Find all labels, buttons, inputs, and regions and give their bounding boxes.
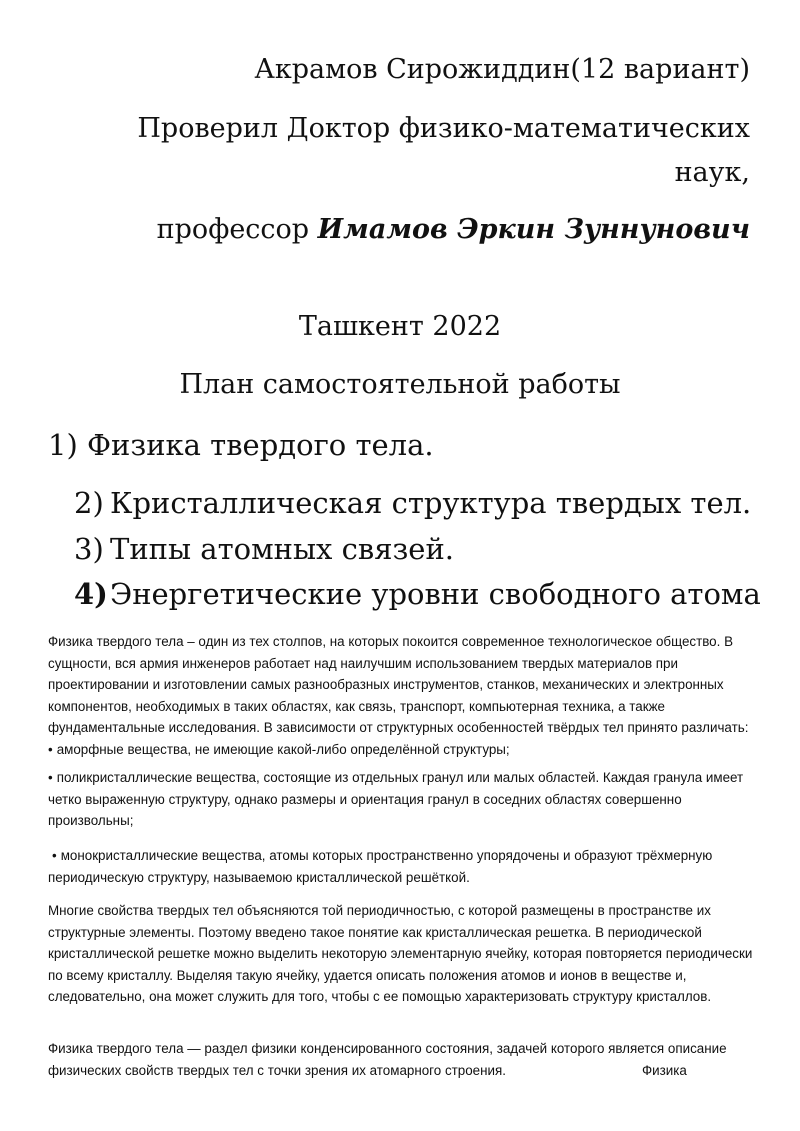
paragraph-definition-text: физических свойств твердых тел с точки зрения их атомарного строения.: [48, 1062, 506, 1078]
author-line: Акрамов Сирожиддин(12 вариант): [254, 54, 750, 85]
plan-item-number: 4): [74, 577, 108, 611]
paragraph-block: [48, 1038, 758, 1081]
plan-title: План самостоятельной работы: [179, 369, 621, 400]
bullet-item: [48, 739, 758, 761]
professor-prefix: профессор: [156, 214, 318, 245]
checked-by-line-continued: наук,: [674, 157, 750, 188]
bullet-text: монокристаллические вещества, атомы которых пространственно упорядочены и образуют трёхмерную периодическую структуру, называемою кристаллической решёткой.: [48, 848, 713, 885]
bullet-dot-icon: •: [48, 770, 53, 785]
bullet-item: [48, 767, 758, 832]
plan-item-number: 3): [74, 532, 104, 566]
bullet-block: [48, 767, 758, 832]
checked-by-line: Проверил Доктор физико-математических: [137, 113, 750, 144]
bullet-dot-icon: •: [52, 848, 57, 863]
plan-item-text: Типы атомных связей.: [110, 532, 455, 566]
plan-item-number: 1): [48, 428, 78, 462]
paragraph-definition-tail: Физика: [641, 1062, 687, 1078]
plan-item-text: Физика твердого тела.: [77, 428, 434, 462]
plan-item: [74, 530, 454, 568]
paragraph-definition-line: Физика твердого тела — раздел физики конденсированного состояния, задачей которого является описание: [48, 1041, 727, 1056]
plan-item: [74, 484, 751, 522]
paragraph-crystal-lattice: Многие свойства твердых тел объясняются той периодичностью, с которой размещены в пространстве их структурные элементы. Поэтому введено такое понятие как кристаллическая решетка. В периодической кристаллической решетке можно выделить некоторую элементарную ячейку, которая повторяется периодически по всему кристаллу. Выделяя такую ячейку, удается описать положения атомов и ионов в веществе и, следовательно, она может служить для того, чтобы с ее помощью характеризовать структуру кристаллов.: [48, 903, 753, 1005]
intro-paragraph: Физика твердого тела – один из тех столпов, на которых покоится современное технологическое общество. В сущности, вся армия инженеров работает над наилучшим использованием твердых материалов при проектировании и изготовлении самых разнообразных инструментов, станков, механических и электронных компонентов, необходимых в таких областях, как связь, транспорт, компьютерная техника, а также фундаментальные исследования. В зависимости от структурных особенностей твёрдых тел принято различать:: [48, 634, 749, 736]
bullet-item: [48, 845, 758, 888]
bullet-dot-icon: •: [48, 741, 53, 757]
paragraph-block: [48, 900, 758, 1008]
plan-item-number: 2): [74, 486, 104, 520]
bullet-block: [48, 845, 758, 888]
plan-item-text: Кристаллическая структура твердых тел.: [110, 486, 752, 520]
bullet-text: аморфные вещества, не имеющие какой-либо определённой структуры;: [56, 741, 510, 757]
bullet-text: поликристаллические вещества, состоящие из отдельных гранул или малых областей. Каждая гранула имеет четко выраженную структуру, однако размеры и ориентация гранул в соседних областях совершенно произвольны;: [48, 770, 744, 829]
intro-paragraph-block: [48, 631, 758, 761]
professor-line: [157, 212, 750, 248]
city-year: Ташкент 2022: [298, 311, 502, 342]
plan-item: [48, 426, 434, 464]
plan-item-text: Энергетические уровни свободного атома: [110, 577, 761, 611]
professor-name: Имамов Эркин Зуннунович: [317, 214, 750, 245]
plan-item: [74, 575, 761, 613]
paragraph-definition-line: [48, 1060, 758, 1082]
